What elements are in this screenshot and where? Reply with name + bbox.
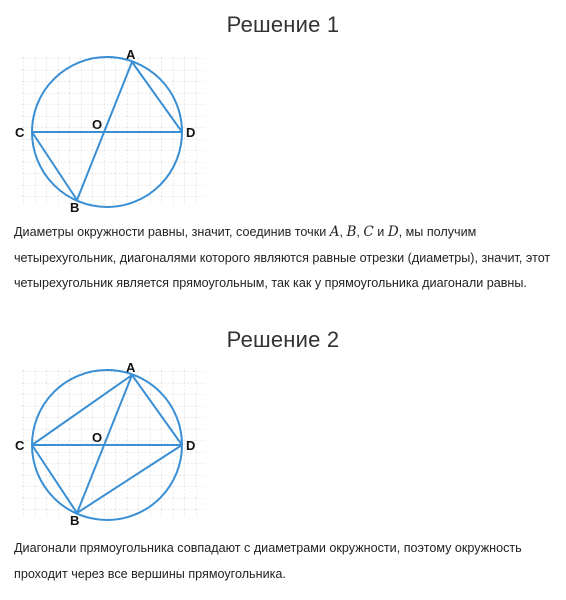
label-o: O	[92, 117, 103, 132]
label-b: B	[70, 200, 80, 212]
label-a: A	[126, 47, 136, 62]
solution-2-figure	[12, 360, 212, 525]
label-o: O	[92, 430, 103, 445]
label-d: D	[186, 125, 196, 140]
label-c: C	[15, 125, 25, 140]
var-d: D	[387, 224, 399, 240]
solution-1-title: Решение 1	[226, 12, 340, 37]
separator: ,	[339, 225, 347, 239]
label-d: D	[186, 438, 196, 453]
text-before: Диаметры окружности равны, значит, соединив точки	[14, 225, 330, 239]
solution-1-text	[14, 220, 554, 297]
var-c: C	[363, 224, 374, 240]
solution-2-title: Решение 2	[226, 327, 340, 352]
var-b: B	[346, 224, 357, 240]
var-a: A	[329, 224, 340, 240]
label-b: B	[70, 513, 80, 525]
grid-background	[20, 368, 204, 518]
conjunction: и	[373, 225, 388, 239]
separator: ,	[356, 225, 364, 239]
solution-1-diagram	[12, 47, 212, 212]
grid-background	[20, 55, 204, 205]
solution-2-diagram	[12, 360, 212, 525]
solution-1-figure	[12, 47, 212, 212]
label-c: C	[15, 438, 25, 453]
label-a: A	[126, 360, 136, 375]
text-after: , мы получим четырехугольник, диагоналями которого являются равные отрезки (диаметры), значит, этот четырехугольник является прямоугольным, так как у прямоугольника диагонали равны.	[14, 225, 551, 290]
solution-2-text: Диагонали прямоугольника совпадают с диаметрами окружности, поэтому окружность проходит через все вершины прямоугольника.	[14, 541, 522, 581]
